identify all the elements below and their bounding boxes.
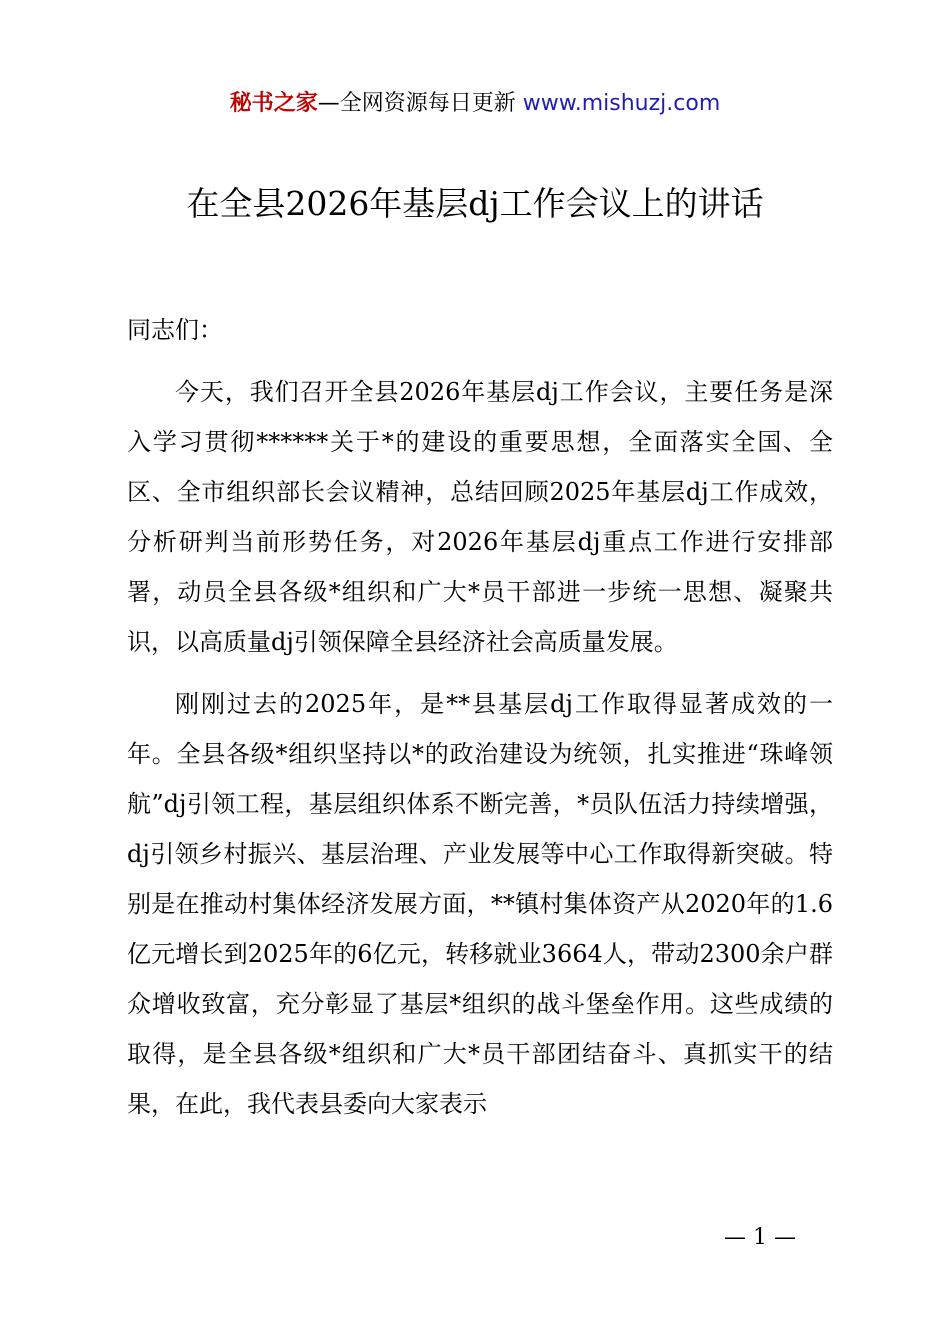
paragraph: 今天，我们召开全县2026年基层dj工作会议，主要任务是深入学习贯彻******关于*的建设的重要思想，全面落实全国、全区、全市组织部长会议精神，总结回顾2025年基层dj工作成效，分析研判当前形势任务，对2026年基层dj重点工作进行安排部署，动员全县各级*组织和广大*员干部进一步统一思想、凝聚共识，以高质量dj引领保障全县经济社会高质量发展。 [127, 378, 833, 656]
document-body [127, 305, 833, 1141]
site-header [0, 88, 950, 120]
page-number: — 1 — [724, 1225, 796, 1250]
brand-name: 秘书之家 [229, 91, 318, 116]
site-url-link[interactable]: www.mishuzj.com [522, 91, 721, 116]
salutation: 同志们： [127, 316, 223, 344]
paragraph: 刚刚过去的2025年，是**县基层dj工作取得显著成效的一年。全县各级*组织坚持以*的政治建设为统领，扎实推进“珠峰领航”dj引领工程，基层组织体系不断完善，*员队伍活力持续增强，dj引领乡村振兴、基层治理、产业发展等中心工作取得新突破。特别是在推动村集体经济发展方面，**镇村集体资产从2020年的1.6亿元增长到2025年的6亿元，转移就业3664人，带动2300余户群众增收致富，充分彰显了基层*组织的战斗堡垒作用。这些成绩的取得，是全县各级*组织和广大*员干部团结奋斗、真抓实干的结果，在此，我代表县委向大家表示 [127, 690, 833, 1118]
document-title: 在全县2026年基层dj工作会议上的讲话 [186, 184, 764, 223]
header-tagline: —全网资源每日更新 [317, 91, 516, 116]
